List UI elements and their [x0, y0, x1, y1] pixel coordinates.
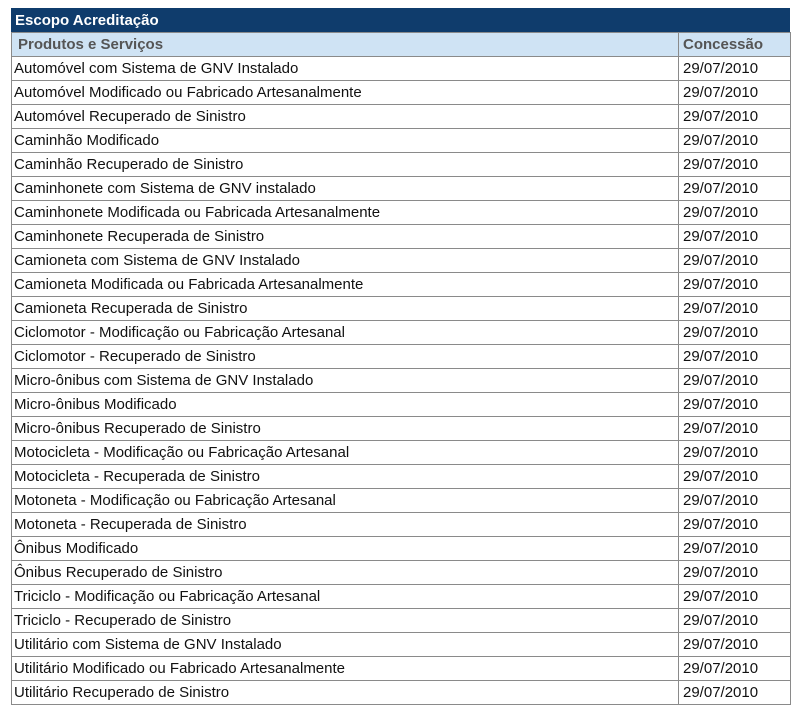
- table-row: [12, 57, 791, 81]
- concession-date-cell: 29/07/2010: [679, 81, 791, 105]
- concession-date-cell: 29/07/2010: [679, 297, 791, 321]
- concession-date-cell: 29/07/2010: [679, 441, 791, 465]
- product-cell: Micro-ônibus Recuperado de Sinistro: [12, 417, 679, 441]
- product-cell: Automóvel Modificado ou Fabricado Artesanalmente: [12, 81, 679, 105]
- concession-date-cell: 29/07/2010: [679, 633, 791, 657]
- product-cell: Motocicleta - Recuperada de Sinistro: [12, 465, 679, 489]
- product-cell: Utilitário com Sistema de GNV Instalado: [12, 633, 679, 657]
- table-row: [12, 657, 791, 681]
- product-cell: Camioneta Modificada ou Fabricada Artesanalmente: [12, 273, 679, 297]
- table-row: [12, 297, 791, 321]
- product-cell: Motoneta - Recuperada de Sinistro: [12, 513, 679, 537]
- table-header-row: [12, 33, 791, 57]
- concession-date-cell: 29/07/2010: [679, 561, 791, 585]
- table-row: [12, 153, 791, 177]
- concession-date-cell: 29/07/2010: [679, 585, 791, 609]
- concession-date-cell: 29/07/2010: [679, 345, 791, 369]
- table-row: [12, 201, 791, 225]
- product-cell: Triciclo - Recuperado de Sinistro: [12, 609, 679, 633]
- table-row: [12, 585, 791, 609]
- product-cell: Caminhão Recuperado de Sinistro: [12, 153, 679, 177]
- table-row: [12, 81, 791, 105]
- concession-date-cell: 29/07/2010: [679, 417, 791, 441]
- product-cell: Utilitário Modificado ou Fabricado Artesanalmente: [12, 657, 679, 681]
- concession-date-cell: 29/07/2010: [679, 609, 791, 633]
- concession-date-cell: 29/07/2010: [679, 153, 791, 177]
- product-cell: Caminhonete Recuperada de Sinistro: [12, 225, 679, 249]
- product-cell: Automóvel Recuperado de Sinistro: [12, 105, 679, 129]
- table-row: [12, 537, 791, 561]
- product-cell: Micro-ônibus Modificado: [12, 393, 679, 417]
- product-cell: Caminhão Modificado: [12, 129, 679, 153]
- product-cell: Camioneta Recuperada de Sinistro: [12, 297, 679, 321]
- concession-date-cell: 29/07/2010: [679, 249, 791, 273]
- concession-date-cell: 29/07/2010: [679, 513, 791, 537]
- table-row: [12, 249, 791, 273]
- product-cell: Ciclomotor - Modificação ou Fabricação Artesanal: [12, 321, 679, 345]
- table-row: [12, 681, 791, 705]
- table-row: [12, 129, 791, 153]
- concession-date-cell: 29/07/2010: [679, 225, 791, 249]
- product-cell: Automóvel com Sistema de GNV Instalado: [12, 57, 679, 81]
- product-cell: Utilitário Recuperado de Sinistro: [12, 681, 679, 705]
- concession-date-cell: 29/07/2010: [679, 537, 791, 561]
- concession-date-cell: 29/07/2010: [679, 177, 791, 201]
- table-row: [12, 417, 791, 441]
- table-row: [12, 489, 791, 513]
- column-header-concession: Concessão: [679, 33, 791, 57]
- concession-date-cell: 29/07/2010: [679, 681, 791, 705]
- table-row: [12, 513, 791, 537]
- product-cell: Camioneta com Sistema de GNV Instalado: [12, 249, 679, 273]
- table-row: [12, 105, 791, 129]
- concession-date-cell: 29/07/2010: [679, 105, 791, 129]
- scope-table: [11, 32, 791, 705]
- table-row: [12, 321, 791, 345]
- table-row: [12, 465, 791, 489]
- accreditation-scope-panel: [11, 8, 790, 705]
- product-cell: Micro-ônibus com Sistema de GNV Instalado: [12, 369, 679, 393]
- table-row: [12, 609, 791, 633]
- concession-date-cell: 29/07/2010: [679, 201, 791, 225]
- table-row: [12, 633, 791, 657]
- product-cell: Ônibus Modificado: [12, 537, 679, 561]
- concession-date-cell: 29/07/2010: [679, 129, 791, 153]
- product-cell: Ciclomotor - Recuperado de Sinistro: [12, 345, 679, 369]
- concession-date-cell: 29/07/2010: [679, 369, 791, 393]
- product-cell: Caminhonete Modificada ou Fabricada Artesanalmente: [12, 201, 679, 225]
- concession-date-cell: 29/07/2010: [679, 393, 791, 417]
- product-cell: Motocicleta - Modificação ou Fabricação Artesanal: [12, 441, 679, 465]
- product-cell: Triciclo - Modificação ou Fabricação Artesanal: [12, 585, 679, 609]
- concession-date-cell: 29/07/2010: [679, 489, 791, 513]
- table-row: [12, 177, 791, 201]
- table-row: [12, 369, 791, 393]
- concession-date-cell: 29/07/2010: [679, 465, 791, 489]
- product-cell: Ônibus Recuperado de Sinistro: [12, 561, 679, 585]
- concession-date-cell: 29/07/2010: [679, 321, 791, 345]
- table-row: [12, 225, 791, 249]
- column-header-products: Produtos e Serviços: [12, 33, 679, 57]
- panel-title: Escopo Acreditação: [11, 8, 790, 32]
- product-cell: Caminhonete com Sistema de GNV instalado: [12, 177, 679, 201]
- concession-date-cell: 29/07/2010: [679, 273, 791, 297]
- table-row: [12, 561, 791, 585]
- product-cell: Motoneta - Modificação ou Fabricação Artesanal: [12, 489, 679, 513]
- concession-date-cell: 29/07/2010: [679, 57, 791, 81]
- concession-date-cell: 29/07/2010: [679, 657, 791, 681]
- table-row: [12, 441, 791, 465]
- table-body: [12, 57, 791, 705]
- table-row: [12, 393, 791, 417]
- table-row: [12, 345, 791, 369]
- table-row: [12, 273, 791, 297]
